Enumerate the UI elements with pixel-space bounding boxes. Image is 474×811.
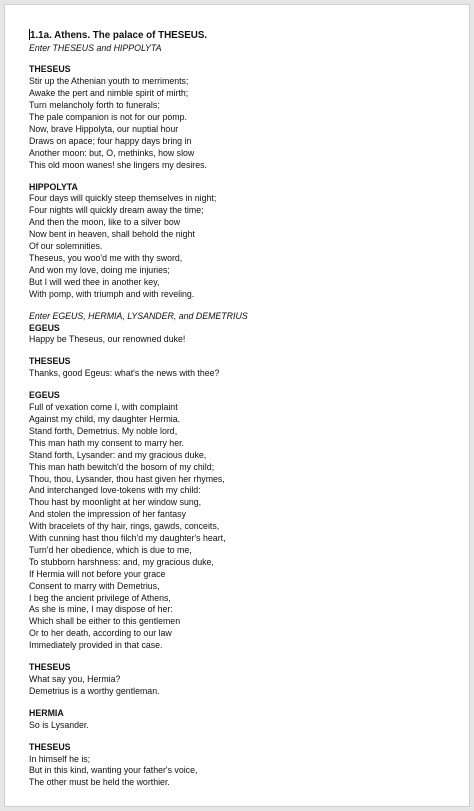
verse-line: With bracelets of thy hair, rings, gawds, conceits,	[29, 521, 220, 532]
verse-line: I beg the ancient privilege of Athens,	[29, 592, 171, 603]
verse-line: What say you, Hermia?	[29, 674, 121, 684]
scene-heading: 1.1a. Athens. The palace of THESEUS.	[30, 30, 208, 41]
verse-line: Thou hast by moonlight at her window sung,	[29, 497, 202, 508]
verse-line: Theseus, you woo'd me with thy sword,	[29, 253, 183, 263]
verse-line: In himself he is;	[29, 753, 91, 764]
verse-line: Demetrius is a worthy gentleman.	[29, 685, 160, 696]
verse-line: Draws on apace; four happy days bring in	[29, 135, 192, 146]
verse-line: Happy be Theseus, our renowned duke!	[29, 334, 186, 345]
speaker-name: THESEUS	[29, 662, 71, 673]
verse-line: And then the moon, like to a silver bow	[29, 217, 181, 228]
verse-line: Four days will quickly steep themselves in night;	[29, 193, 217, 204]
verse-line: Immediately provided in that case.	[29, 640, 163, 651]
verse-line: Consent to marry with Demetrius,	[29, 580, 160, 591]
verse-line: Thou, thou, Lysander, thou hast given her rhymes,	[29, 473, 225, 484]
verse-line: Full of vexation come I, with complaint	[29, 402, 178, 413]
verse-line: And stolen the impression of her fantasy	[29, 509, 186, 520]
speaker-name: EGEUS	[29, 322, 60, 333]
verse-line: Now, brave Hippolyta, our nuptial hour	[29, 123, 179, 134]
document-page[interactable]	[4, 4, 470, 807]
speaker-name: EGEUS	[29, 390, 60, 401]
verse-line: Against my child, my daughter Hermia.	[29, 413, 181, 424]
speaker-name: THESEUS	[29, 64, 71, 75]
verse-line: As she is mine, I may dispose of her:	[29, 604, 173, 615]
stage-direction: Enter EGEUS, HERMIA, LYSANDER, and DEMETRIUS	[29, 310, 248, 321]
speaker-name: HIPPOLYTA	[29, 181, 78, 192]
verse-line: This man hath my consent to marry her.	[29, 437, 184, 448]
verse-line: Four nights will quickly dream away the time;	[29, 205, 204, 216]
verse-line: With cunning hast thou filch'd my daughter's heart,	[29, 533, 226, 544]
verse-line: If Hermia will not before your grace	[29, 568, 166, 579]
verse-line: Turn melancholy forth to funerals;	[29, 100, 160, 111]
verse-line: And interchanged love-tokens with my child:	[29, 485, 201, 496]
verse-line: The pale companion is not for our pomp.	[29, 112, 187, 123]
verse-line: This old moon wanes! she lingers my desires.	[29, 159, 207, 170]
verse-line: Another moon: but, O, methinks, how slow	[29, 147, 195, 158]
verse-line: And won my love, doing me injuries;	[29, 264, 170, 275]
verse-line: Thanks, good Egeus: what's the news with thee?	[29, 368, 220, 379]
verse-line: Which shall be either to this gentlemen	[29, 616, 181, 627]
verse-line: Stand forth, Demetrius. My noble lord,	[29, 425, 178, 436]
verse-line: But I will wed thee in another key,	[29, 276, 160, 287]
verse-line: The other must be held the worthier.	[29, 777, 170, 788]
verse-line: Stand forth, Lysander: and my gracious duke,	[29, 449, 207, 460]
verse-line: Awake the pert and nimble spirit of mirth;	[29, 88, 189, 99]
verse-line: Now bent in heaven, shall behold the night	[29, 229, 195, 240]
verse-line: But in this kind, wanting your father's voice,	[29, 765, 198, 776]
speaker-name: HERMIA	[29, 707, 64, 718]
verse-line: This man hath bewitch'd the bosom of my child;	[29, 461, 215, 472]
verse-line: Stir up the Athenian youth to merriments;	[29, 76, 189, 87]
verse-line: So is Lysander.	[29, 719, 89, 730]
speaker-name: THESEUS	[29, 356, 71, 367]
speaker-name: THESEUS	[29, 741, 71, 752]
verse-line: Turn'd her obedience, which is due to me,	[29, 544, 192, 555]
stage-direction: Enter THESEUS and HIPPOLYTA	[29, 42, 162, 53]
document-body[interactable]	[29, 29, 449, 789]
verse-line: With pomp, with triumph and with reveling.	[29, 288, 195, 299]
verse-line: Or to her death, according to our law	[29, 628, 172, 639]
verse-line: Of our solemnities.	[29, 241, 103, 252]
verse-line: To stubborn harshness: and, my gracious duke,	[29, 556, 214, 567]
